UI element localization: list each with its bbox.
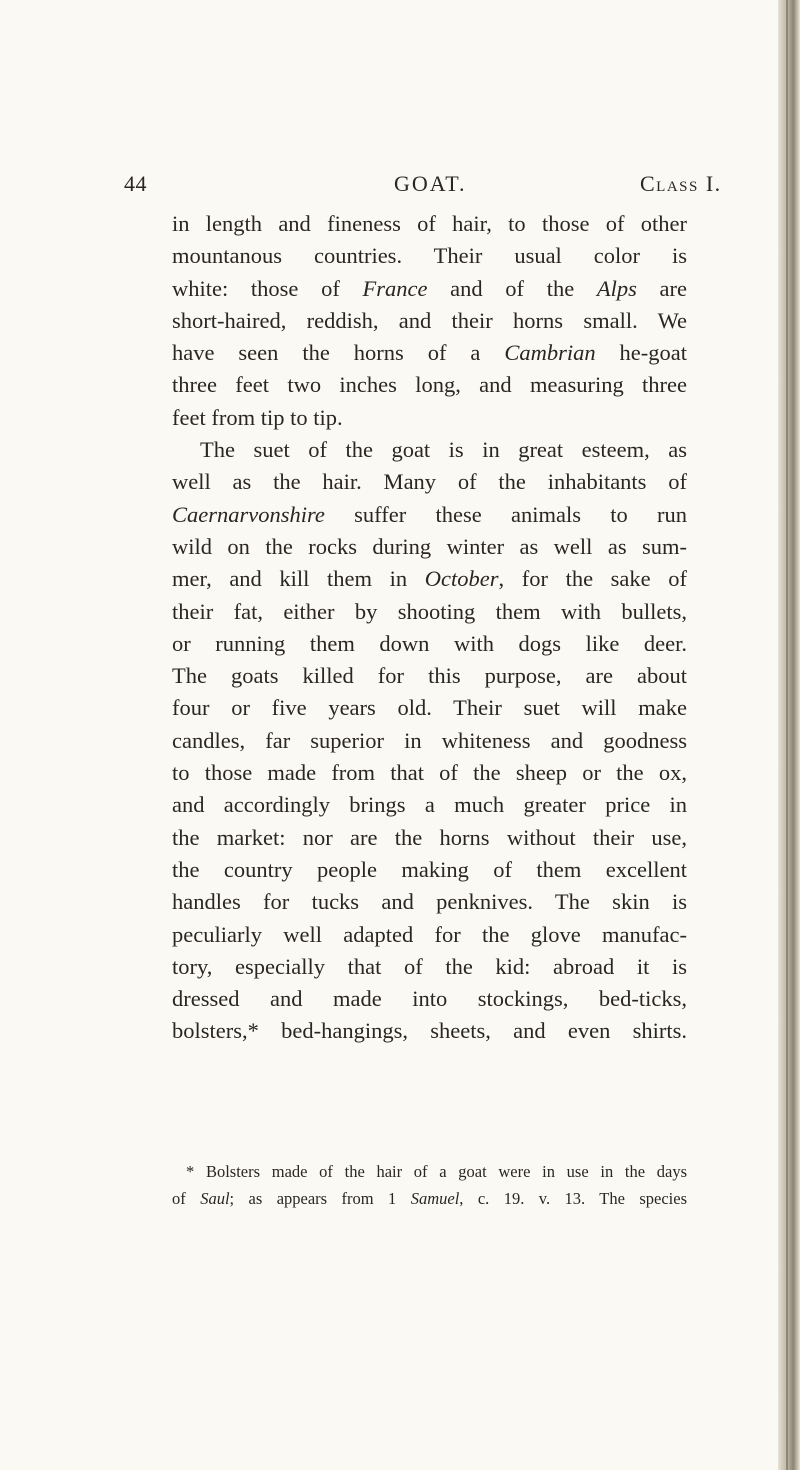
text-line: feet from tip to tip.	[172, 404, 343, 430]
text-line: bolsters,* bed-hangings, sheets, and even shirts.	[172, 1018, 687, 1044]
page-number: 44	[124, 171, 147, 196]
text-line: four or five years old. Their suet will make	[172, 695, 687, 721]
text-line: mer, and kill them in October, for the sake of	[172, 566, 687, 592]
text-line: three feet two inches long, and measuring three	[172, 372, 687, 398]
text-line: have seen the horns of a Cambrian he-goat	[172, 340, 688, 366]
text-line: The goats killed for this purpose, are about	[172, 663, 687, 689]
text-line: and accordingly brings a much greater price in	[172, 792, 687, 818]
text-line: to those made from that of the sheep or the ox,	[172, 760, 687, 786]
text-line: candles, far superior in whiteness and goodness	[172, 727, 687, 753]
text-line: dressed and made into stockings, bed-ticks,	[172, 986, 687, 1012]
running-header	[124, 171, 744, 201]
text-line: their fat, either by shooting them with bullets,	[172, 598, 687, 624]
footnote-line: * Bolsters made of the hair of a goat were in use in the days	[186, 1162, 687, 1181]
text-line: short-haired, reddish, and their horns small. We	[172, 307, 687, 333]
page-edge-binding	[778, 0, 800, 1470]
text-line: tory, especially that of the kid: abroad it is	[172, 953, 687, 979]
text-line: well as the hair. Many of the inhabitants of	[172, 469, 687, 495]
footnote	[172, 1158, 687, 1212]
text-line: handles for tucks and penknives. The skin is	[172, 889, 687, 915]
text-line: in length and fineness of hair, to those of other	[172, 211, 687, 236]
text-line: wild on the rocks during winter as well as sum-	[172, 533, 687, 559]
footnote-line: of Saul; as appears from 1 Samuel, c. 19. v. 13. The species	[172, 1189, 687, 1208]
text-line: white: those of France and of the Alps are	[172, 275, 688, 301]
body-text	[172, 208, 687, 1048]
text-line: the market: nor are the horns without their use,	[172, 824, 687, 850]
text-line: peculiarly well adapted for the glove manufac-	[172, 921, 687, 947]
paragraph-start-line: The suet of the goat is in great esteem, as	[200, 437, 687, 463]
text-line: Caernarvonshire suffer these animals to run	[172, 501, 687, 527]
class-label: Class I.	[640, 171, 722, 196]
text-line: mountanous countries. Their usual color is	[172, 243, 687, 269]
running-title: GOAT.	[394, 171, 467, 196]
text-line: the country people making of them excellent	[172, 856, 687, 882]
text-line: or running them down with dogs like deer.	[172, 630, 687, 656]
